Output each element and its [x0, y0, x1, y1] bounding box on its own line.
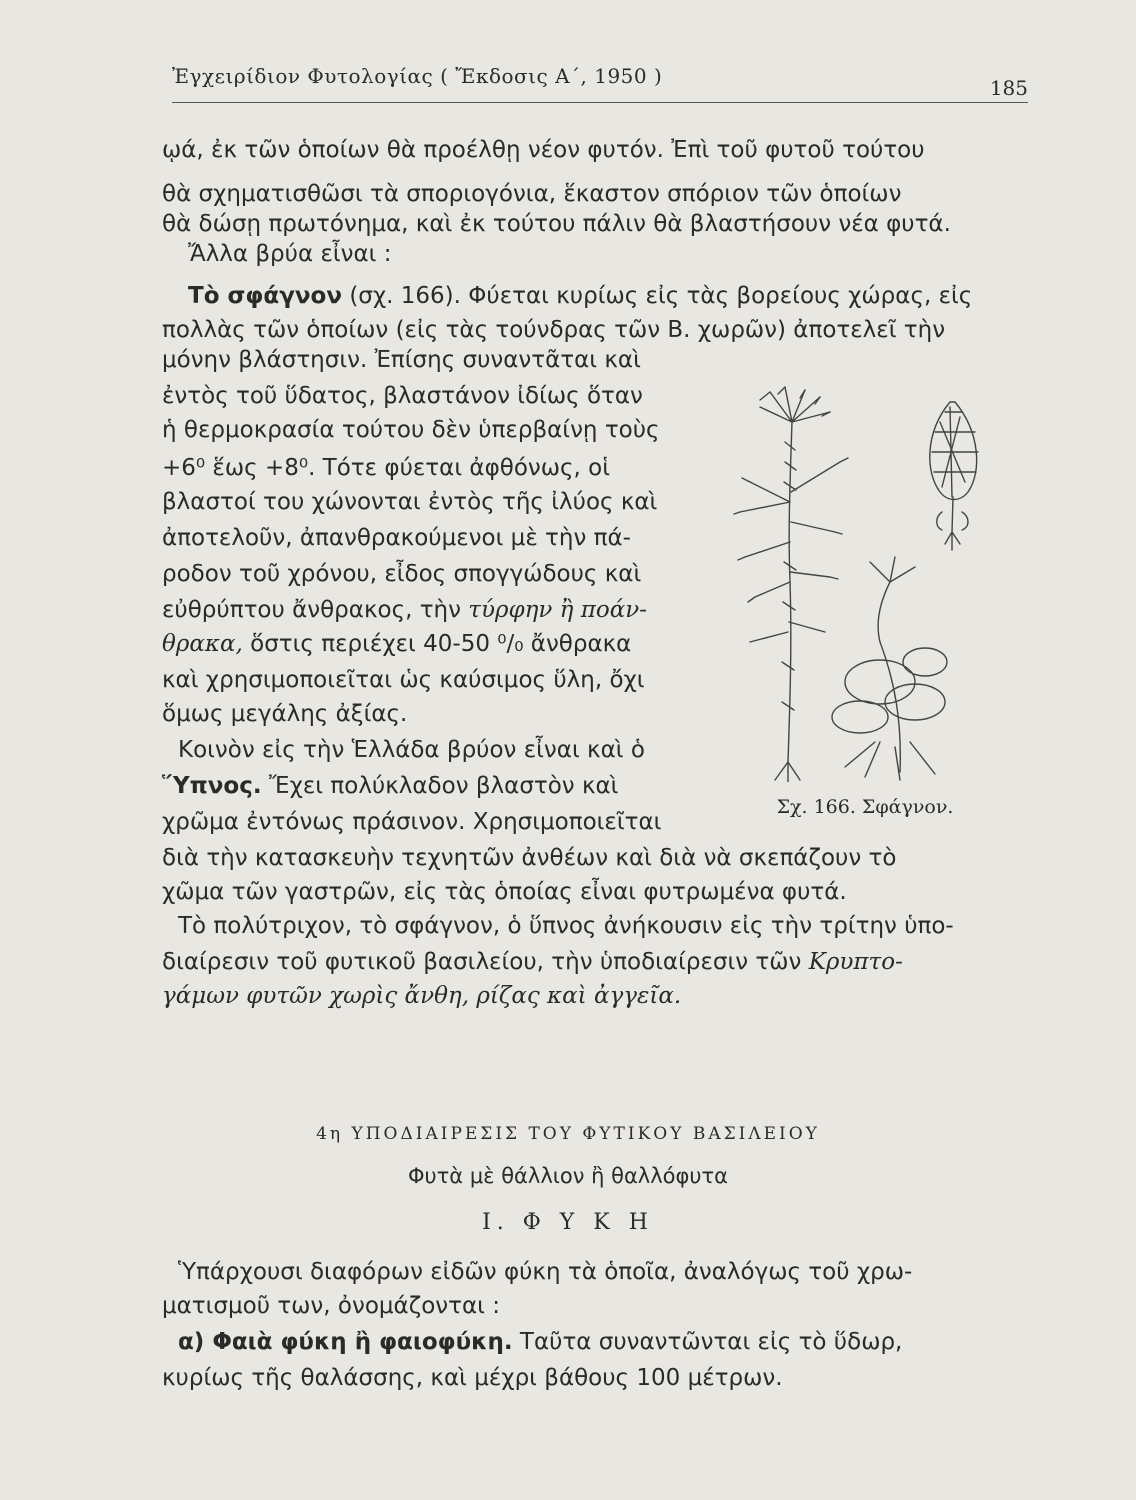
section-heading: I. Φ Υ Κ Η: [482, 1210, 654, 1235]
text-line: πολλὰς τῶν ὁποίων (εἰς τὰς τούνδρας τῶν Β. χωρῶν) ἀποτελεῖ τὴν: [162, 317, 946, 343]
sphagnum-illustration: [730, 382, 992, 782]
running-header: [172, 62, 1028, 103]
text-line: κυρίως τῆς θαλάσσης, καὶ μέχρι βάθους 100 μέτρων.: [162, 1365, 783, 1391]
text-line: γάμων φυτῶν χωρὶς ἄνθη, ρίζας καὶ ἀγγεῖα.: [162, 983, 682, 1009]
text-line: ἐντὸς τοῦ ὕδατος, βλαστάνον ἰδίως ὅταν: [162, 383, 643, 409]
book-title: Ἐγχειρίδιον Φυτολογίας ( Ἔκδοσις Α΄, 1950 ): [172, 64, 663, 88]
page-number: 185: [989, 76, 1028, 100]
text-line: εὐθρύπτου ἄνθρακος, τὴν τύρφην ἢ ποάν-: [162, 597, 648, 623]
text-line: ροδον τοῦ χρόνου, εἶδος σπογγώδους καὶ: [162, 561, 642, 587]
text-line: μόνην βλάστησιν. Ἐπίσης συναντᾶται καὶ: [162, 347, 641, 373]
text-line: Τὸ σφάγνον (σχ. 166). Φύεται κυρίως εἰς τὰς βορείους χώρας, εἰς: [188, 283, 973, 309]
text-line: θὰ σχηματισθῶσι τὰ σποριογόνια, ἕκαστον σπόριον τῶν ὁποίων: [162, 181, 902, 207]
term-ypnos: Ὕπνος.: [162, 773, 262, 799]
text-line: ἀποτελοῦν, ἀπανθρακούμενοι μὲ τὴν πά-: [162, 525, 631, 551]
text-line: Ὑπάρχουσι διαφόρων εἰδῶν φύκη τὰ ὁποῖα, ἀναλόγως τοῦ χρω-: [178, 1259, 913, 1285]
text-line: Ὕπνος. Ἔχει πολύκλαδον βλαστὸν καὶ: [162, 773, 619, 799]
text-line: καὶ χρησιμοποιεῖται ὡς καύσιμος ὕλη, ὄχι: [162, 667, 645, 693]
text-line: +6⁰ ἕως +8⁰. Τότε φύεται ἀφθόνως, οἱ: [162, 455, 610, 481]
text-line: Κοινὸν εἰς τὴν Ἑλλάδα βρύον εἶναι καὶ ὁ: [178, 737, 645, 763]
text-line: θὰ δώσῃ πρωτόνημα, καὶ ἐκ τούτου πάλιν θὰ βλαστήσουν νέα φυτά.: [162, 211, 951, 237]
text-line: διὰ τὴν κατασκευὴν τεχνητῶν ἀνθέων καὶ διὰ νὰ σκεπάζουν τὸ: [162, 845, 897, 871]
text-line: θρακα, ὅστις περιέχει 40-50 ⁰/₀ ἄνθρακα: [162, 631, 632, 657]
term-faiofyki: α) Φαιὰ φύκη ἢ φαιοφύκη.: [178, 1329, 513, 1355]
text-line: διαίρεσιν τοῦ φυτικοῦ βασιλείου, τὴν ὑποδιαίρεσιν τῶν Κρυπτο-: [162, 949, 903, 975]
term-sfagnon: Τὸ σφάγνον: [188, 283, 343, 309]
text-line: χῶμα τῶν γαστρῶν, εἰς τὰς ὁποίας εἶναι φυτρωμένα φυτά.: [162, 879, 847, 905]
figure-caption: Σχ. 166. Σφάγνον.: [776, 796, 954, 818]
text-line: Ἄλλα βρύα εἶναι :: [188, 241, 392, 267]
text-line: Τὸ πολύτριχον, τὸ σφάγνον, ὁ ὕπνος ἀνήκουσιν εἰς τὴν τρίτην ὑπο-: [178, 913, 954, 939]
text-line: βλαστοί του χώνονται ἐντὸς τῆς ἰλύος καὶ: [162, 489, 658, 515]
text-line: ῳά, ἐκ τῶν ὁποίων θὰ προέλθῃ νέον φυτόν. Ἐπὶ τοῦ φυτοῦ τούτου: [162, 137, 925, 163]
text-line: ὅμως μεγάλης ἀξίας.: [162, 701, 408, 727]
text-line: ματισμοῦ των, ὀνομάζονται :: [162, 1293, 500, 1319]
subdivision-heading: 4η ΥΠΟΔΙΑΙΡΕΣΙΣ ΤΟΥ ΦΥΤΙΚΟΥ ΒΑΣΙΛΕΙΟΥ: [316, 1124, 820, 1144]
text-line: ἡ θερμοκρασία τούτου δὲν ὑπερβαίνῃ τοὺς: [162, 417, 660, 443]
text-line: χρῶμα ἐντόνως πράσινον. Χρησιμοποιεῖται: [162, 809, 662, 835]
subdivision-subtitle: Φυτὰ μὲ θάλλιον ἢ θαλλόφυτα: [407, 1164, 728, 1188]
text-line: α) Φαιὰ φύκη ἢ φαιοφύκη. Ταῦτα συναντῶνται εἰς τὸ ὕδωρ,: [178, 1329, 903, 1355]
